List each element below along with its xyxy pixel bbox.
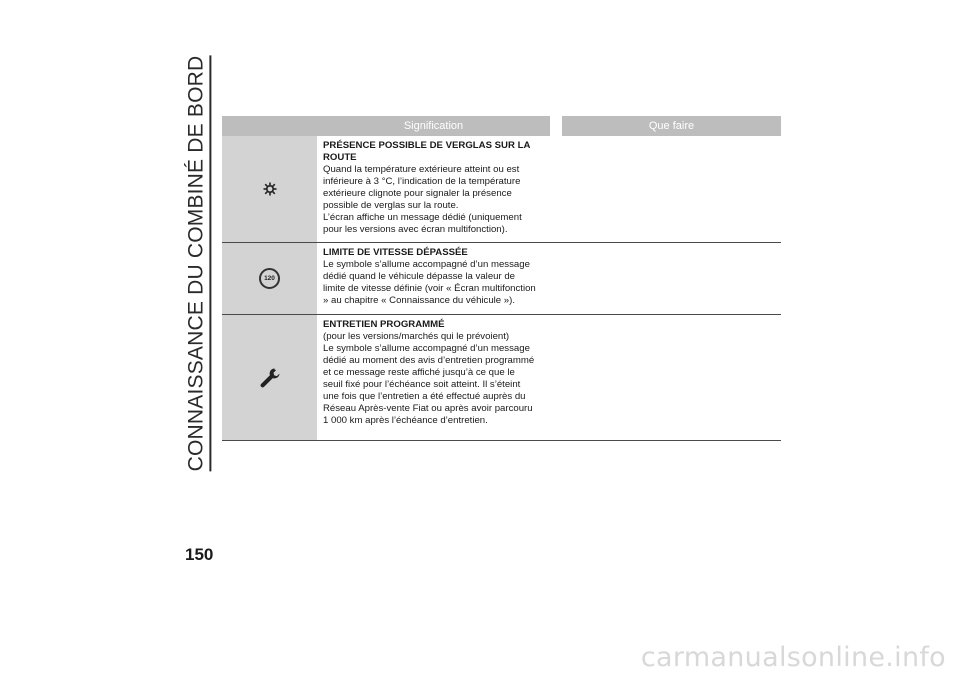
chapter-title-text: CONNAISSANCE DU COMBINÉ DE BORD <box>185 55 212 471</box>
action-cell <box>557 315 781 440</box>
snowflake-icon <box>263 182 277 196</box>
watermark: carmanualsonline.info <box>640 642 946 673</box>
icon-cell <box>222 243 317 314</box>
row-text-line: et ce message reste affiché jusqu’à ce que le <box>323 367 515 378</box>
row-text-line: limite de vitesse définie (voir « Écran multifonction <box>323 283 536 294</box>
row-text-line: dédié quand le véhicule dépasse la valeur de <box>323 271 516 282</box>
speed-limit-icon <box>259 268 280 289</box>
description-cell <box>317 243 557 314</box>
action-cell <box>557 136 781 242</box>
row-title: LIMITE DE VITESSE DÉPASSÉE <box>323 247 468 258</box>
row-title: PRÉSENCE POSSIBLE DE VERGLAS SUR LA ROUTE <box>323 140 531 163</box>
row-text-line: L’écran affiche un message dédié (uniquement <box>323 212 522 223</box>
header-gap <box>550 116 562 136</box>
row-text-line: pour les versions avec écran multifonction). <box>323 224 508 235</box>
chapter-title <box>180 55 216 471</box>
row-text-line: (pour les versions/marchés qui le prévoient) <box>323 331 510 342</box>
row-text-line: une fois que l’entretien a été effectué auprès du <box>323 391 526 402</box>
header-signification: Signification <box>403 120 464 132</box>
header-icon-column <box>222 116 317 136</box>
header-que-faire: Que faire <box>648 120 695 132</box>
icon-cell <box>222 315 317 440</box>
icon-cell <box>222 136 317 242</box>
table-row <box>222 136 781 243</box>
table-row <box>222 243 781 315</box>
action-cell <box>557 243 781 314</box>
speed-limit-value: 120 <box>264 275 275 282</box>
description-cell <box>317 315 557 440</box>
description-cell <box>317 136 557 242</box>
row-text-line: possible de verglas sur la route. <box>323 200 459 211</box>
row-text-line: seuil fixé pour l’échéance soit atteint. Il s’éteint <box>323 379 521 390</box>
row-text-line: Réseau Après-vente Fiat ou après avoir parcouru <box>323 403 533 414</box>
row-text-line: Le symbole s’allume accompagné d’un message <box>323 259 530 270</box>
row-text-line: Le symbole s’allume accompagné d’un message <box>323 343 530 354</box>
table-header <box>222 116 781 136</box>
table-row <box>222 315 781 441</box>
row-text-line: extérieure clignote pour signaler la présence <box>323 188 512 199</box>
wrench-icon <box>259 367 281 389</box>
row-title: ENTRETIEN PROGRAMMÉ <box>323 319 445 330</box>
page-number: 150 <box>185 545 214 564</box>
row-text-line: inférieure à 3 °C, l’indication de la température <box>323 176 521 187</box>
row-text-line: 1 000 km après l’échéance d’entretien. <box>323 415 488 426</box>
warning-table <box>222 116 781 441</box>
row-text-line: Quand la température extérieure atteint ou est <box>323 164 520 175</box>
row-text-line: dédié au moment des avis d’entretien programmé <box>323 355 535 366</box>
row-text-line: » au chapitre « Connaissance du véhicule »). <box>323 295 515 306</box>
